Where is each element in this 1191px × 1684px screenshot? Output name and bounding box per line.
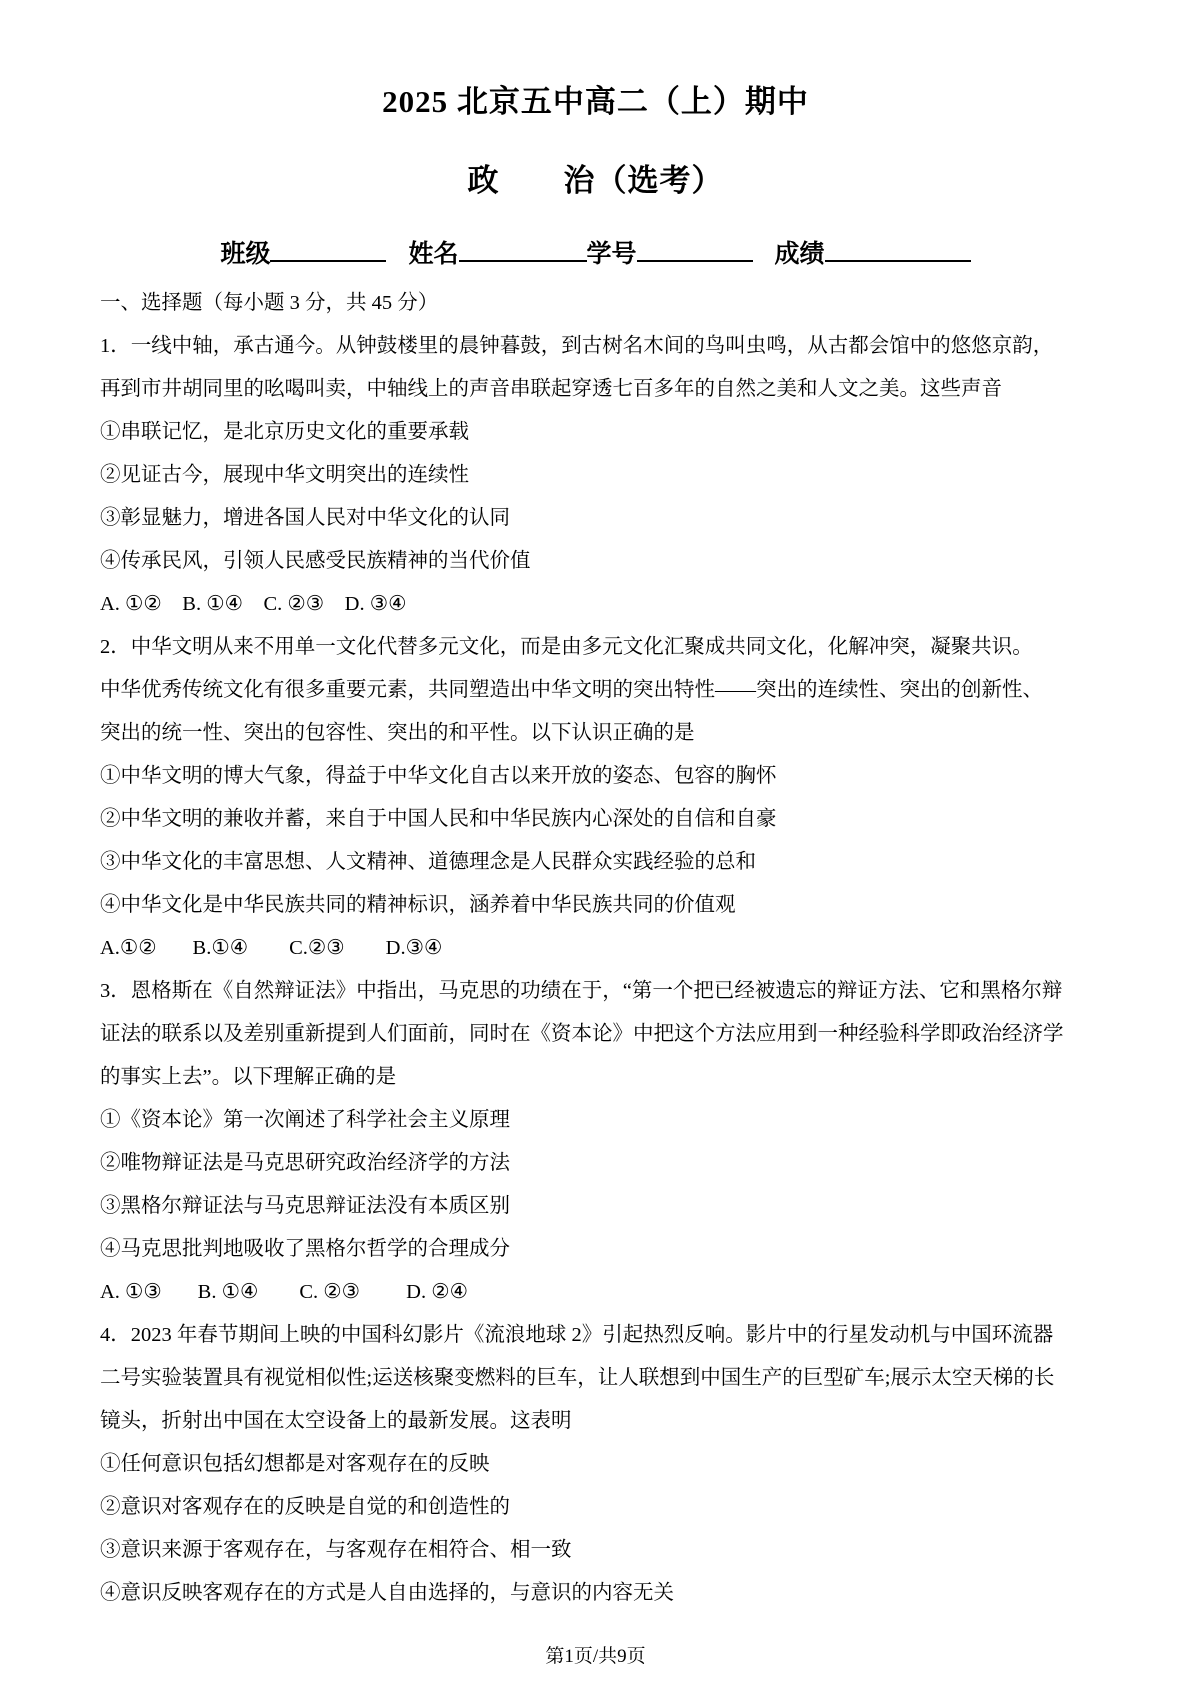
question-4-stem-line-2: 二号实验装置具有视觉相似性;运送核聚变燃料的巨车，让人联想到中国生产的巨型矿车;展示太空天梯的长	[100, 1367, 1055, 1389]
question-3-item-2: ②唯物辩证法是马克思研究政治经济学的方法	[100, 1152, 510, 1174]
question-4-item-1: ①任何意识包括幻想都是对客观存在的反映	[100, 1453, 490, 1475]
student-info-row	[0, 234, 1191, 270]
score-label: 成绩	[774, 241, 825, 268]
question-2-item-1: ①中华文明的博大气象，得益于中华文化自古以来开放的姿态、包容的胸怀	[100, 765, 777, 787]
question-2-answer-choices: A.①② B.①④ C.②③ D.③④	[100, 937, 443, 959]
question-3-stem-line-2: 证法的联系以及差别重新提到人们面前，同时在《资本论》中把这个方法应用到一种经验科学即政治经济学	[100, 1023, 1064, 1045]
question-2-stem-line-3: 突出的统一性、突出的包容性、突出的和平性。以下认识正确的是	[100, 722, 695, 744]
question-3	[100, 970, 1091, 1314]
class-label: 班级	[220, 241, 271, 268]
question-3-item-1: ①《资本论》第一次阐述了科学社会主义原理	[100, 1109, 510, 1131]
question-2-item-3: ③中华文化的丰富思想、人文精神、道德理念是人民群众实践经验的总和	[100, 851, 756, 873]
question-4	[100, 1314, 1091, 1615]
question-3-answer-choices: A. ①③ B. ①④ C. ②③ D. ②④	[100, 1281, 468, 1303]
question-4-item-2: ②意识对客观存在的反映是自觉的和创造性的	[100, 1496, 510, 1518]
page-number-indicator: 第1页/共9页	[545, 1646, 646, 1667]
question-4-stem-line-1: 4．2023 年春节期间上映的中国科幻影片《流浪地球 2》引起热烈反响。影片中的行星发动机与中国环流器	[100, 1324, 1054, 1346]
question-4-item-4: ④意识反映客观存在的方式是人自由选择的，与意识的内容无关	[100, 1582, 674, 1604]
question-4-item-3: ③意识来源于客观存在，与客观存在相符合、相一致	[100, 1539, 572, 1561]
question-1-stem-line-1: 1．一线中轴，承古通今。从钟鼓楼里的晨钟暮鼓，到古树名木间的鸟叫虫鸣，从古都会馆中的悠悠京韵，	[100, 335, 1054, 357]
question-1-item-3: ③彰显魅力，增进各国人民对中华文化的认同	[100, 507, 510, 529]
question-2	[100, 626, 1091, 970]
question-1	[100, 325, 1091, 626]
question-3-stem-line-3: 的事实上去”。以下理解正确的是	[100, 1066, 397, 1088]
question-2-item-2: ②中华文明的兼收并蓄，来自于中国人民和中华民族内心深处的自信和自豪	[100, 808, 777, 830]
question-3-item-3: ③黑格尔辩证法与马克思辩证法没有本质区别	[100, 1195, 510, 1217]
question-4-stem-line-3: 镜头，折射出中国在太空设备上的最新发展。这表明	[100, 1410, 572, 1432]
name-label: 姓名	[408, 241, 459, 268]
exam-subject: 政 治（选考）	[467, 163, 724, 198]
question-1-item-1: ①串联记忆，是北京历史文化的重要承载	[100, 421, 469, 443]
name-blank-line	[459, 235, 587, 262]
exam-title: 2025 北京五中高二（上）期中	[382, 84, 809, 119]
question-3-stem-line-1: 3．恩格斯在《自然辩证法》中指出，马克思的功绩在于，“第一个把已经被遗忘的辩证方法、它和黑格尔辩	[100, 980, 1063, 1002]
score-blank-line	[825, 235, 971, 262]
question-2-stem-line-2: 中华优秀传统文化有很多重要元素，共同塑造出中华文明的突出特性——突出的连续性、突出的创新性、	[100, 679, 1043, 701]
exam-body	[0, 282, 1191, 1615]
question-1-item-4: ④传承民风，引领人民感受民族精神的当代价值	[100, 550, 531, 572]
questions	[100, 325, 1091, 1615]
question-1-stem-line-2: 再到市井胡同里的吆喝叫卖，中轴线上的声音串联起穿透七百多年的自然之美和人文之美。这些声音	[100, 378, 1002, 400]
section-heading: 一、选择题（每小题 3 分，共 45 分）	[100, 292, 439, 314]
student-id-blank-line	[637, 235, 753, 262]
class-blank-line	[270, 235, 386, 262]
question-1-answer-choices: A. ①② B. ①④ C. ②③ D. ③④	[100, 593, 407, 615]
question-2-stem-line-1: 2．中华文明从来不用单一文化代替多元文化，而是由多元文化汇聚成共同文化，化解冲突，凝聚共识。	[100, 636, 1033, 658]
question-1-item-2: ②见证古今，展现中华文明突出的连续性	[100, 464, 469, 486]
student-id-label: 学号	[586, 241, 637, 268]
question-2-item-4: ④中华文化是中华民族共同的精神标识，涵养着中华民族共同的价值观	[100, 894, 736, 916]
question-3-item-4: ④马克思批判地吸收了黑格尔哲学的合理成分	[100, 1238, 510, 1260]
